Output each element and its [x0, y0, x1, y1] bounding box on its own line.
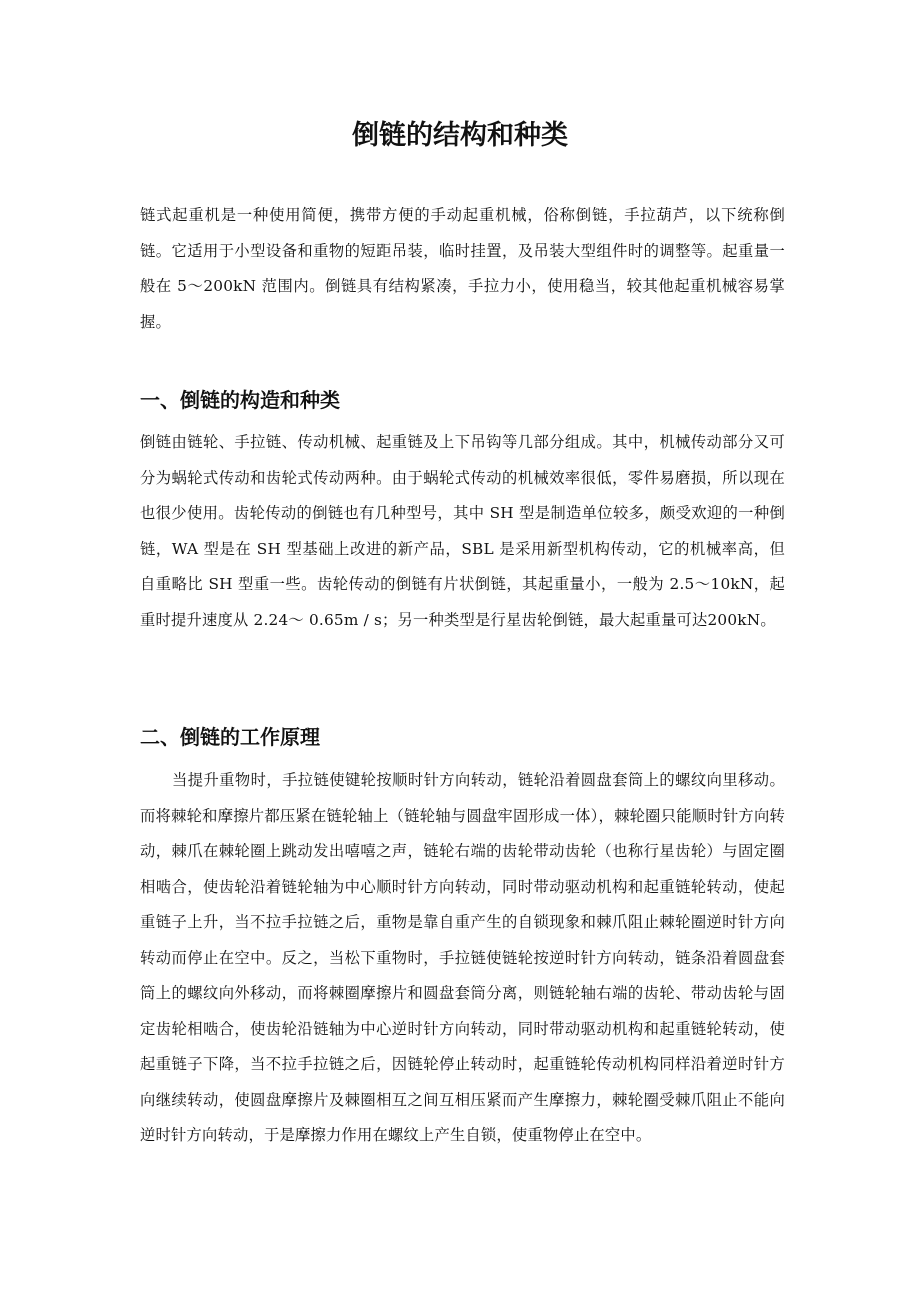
- section-2-heading: 二、倒链的工作原理: [140, 725, 320, 749]
- document-title: 倒链的结构和种类: [352, 120, 568, 151]
- intro-paragraph: 链式起重机是一种使用简便，携带方便的手动起重机械，俗称倒链，手拉葫芦，以下统称倒链。它适用于小型设备和重物的短距吊装，临时挂置，及吊装大型组件时的调整等。起重量一般在 5～200kN 范围内。倒链具有结构紧凑，手拉力小，使用稳当，较其他起重机械容易掌握。: [140, 206, 785, 331]
- section-2-paragraph: 当提升重物时，手拉链使键轮按顺时针方向转动，链轮沿着圆盘套筒上的螺纹向里移动。而将棘轮和摩擦片都压紧在链轮轴上（链轮轴与圆盘牢固形成一体），棘轮圈只能顺时针方向转动，棘爪在棘轮圈上跳动发出嘻嘻之声，链轮右端的齿轮带动齿轮（也称行星齿轮）与固定圈相啮合，使齿轮沿着链轮轴为中心顺时针方向转动，同时带动驱动机构和起重链轮转动，使起重链子上升，当不拉手拉链之后，重物是靠自重产生的自锁现象和棘爪阻止棘轮圈逆时针方向转动而停止在空中。反之，当松下重物时，手拉链使链轮按逆时针方向转动，链条沿着圆盘套筒上的螺纹向外移动，而将棘圈摩擦片和圆盘套筒分离，则链轮轴右端的齿轮、带动齿轮与固定齿轮相啮合，使齿轮沿链轴为中心逆时针方向转动，同时带动驱动机构和起重链轮转动，使起重链子下降，当不拉手拉链之后，因链轮停止转动时，起重链轮传动机构同样沿着逆时针方向继续转动，使圆盘摩擦片及棘圈相互之间互相压紧而产生摩擦力，棘轮圈受棘爪阻止不能向逆时针方向转动，于是摩擦力作用在螺纹上产生自锁，使重物停止在空中。: [140, 771, 785, 1144]
- section-1-heading: 一、倒链的构造和种类: [140, 388, 340, 412]
- section-1-paragraph: 倒链由链轮、手拉链、传动机械、起重链及上下吊钩等几部分组成。其中，机械传动部分又可分为蜗轮式传动和齿轮式传动两种。由于蜗轮式传动的机械效率很低，零件易磨损，所以现在也很少使用。齿轮传动的倒链也有几种型号，其中 SH 型是制造单位较多，颇受欢迎的一种倒链，WA 型是在 SH 型基础上改进的新产品，SBL 是采用新型机构传动，它的机械率高，但自重略比 SH 型重一些。齿轮传动的倒链有片状倒链，其起重量小，一般为 2.5～10kN，起重时提升速度从 2.24～ 0.65m / s；另一种类型是行星齿轮倒链，最大起重量可达200kN。: [140, 433, 785, 629]
